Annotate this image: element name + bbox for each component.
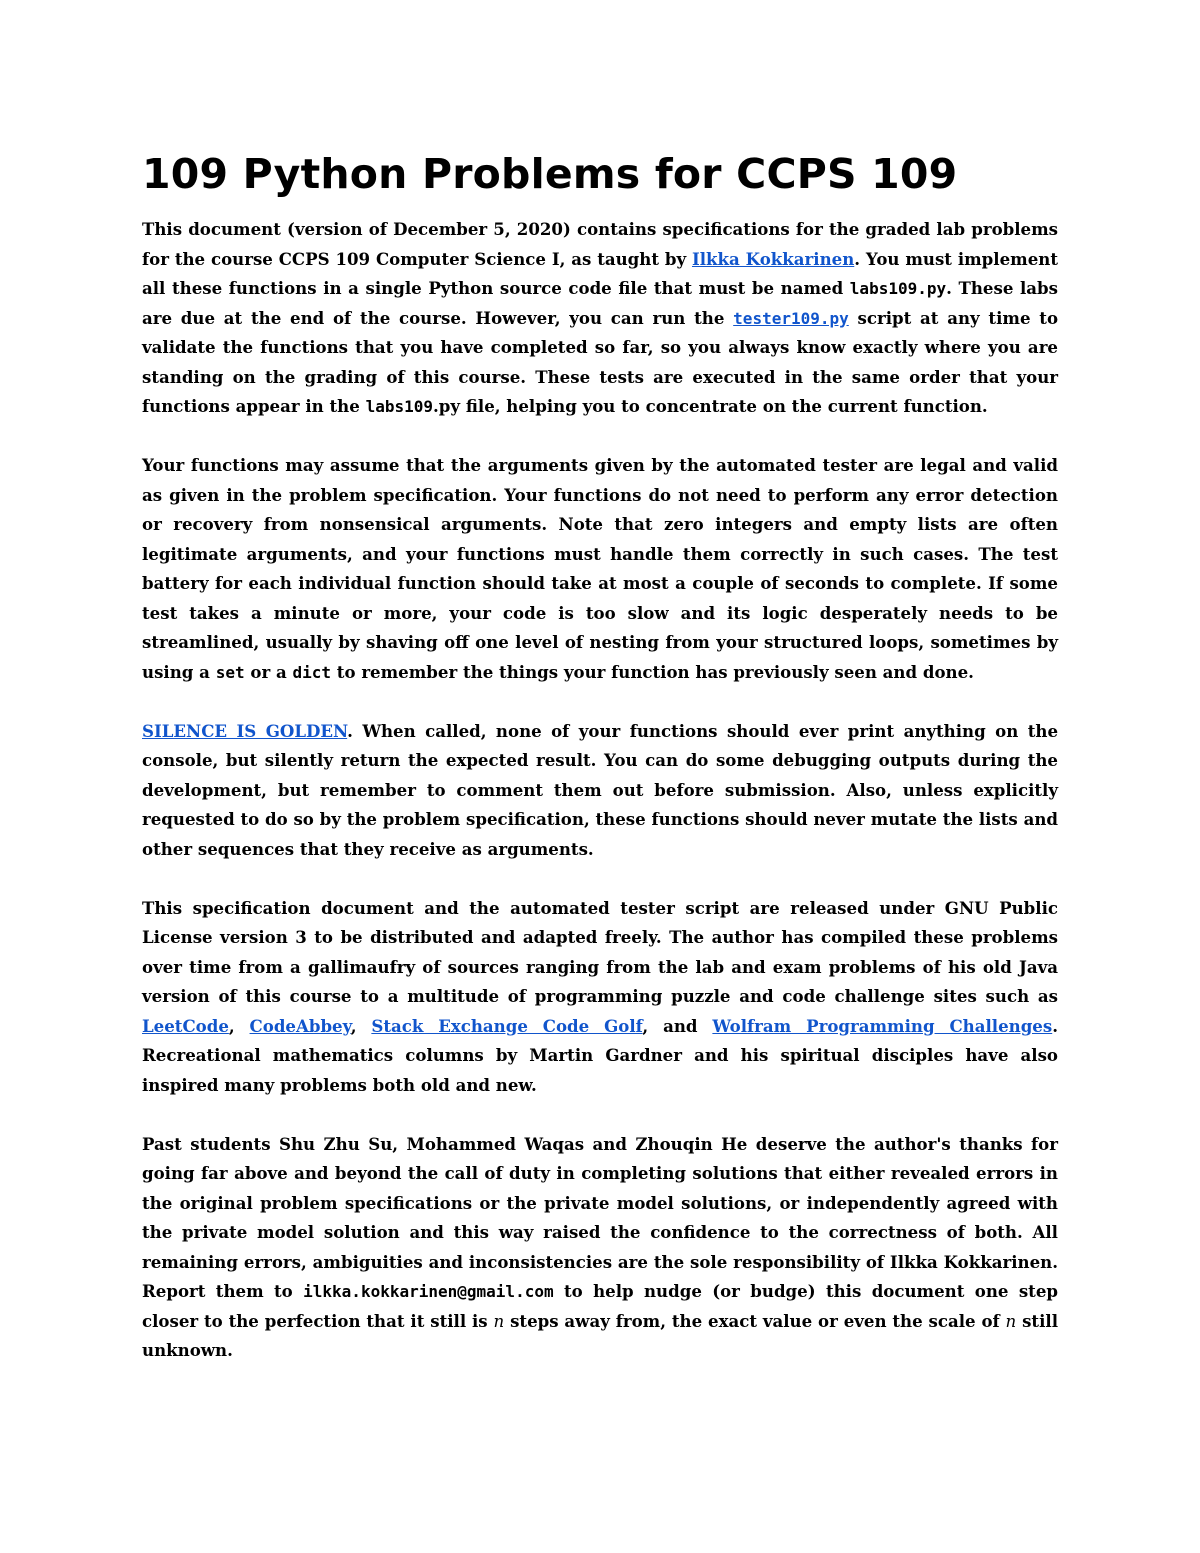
assumptions-text-2: or a	[244, 661, 293, 682]
author-link[interactable]: Ilkka Kokkarinen	[691, 248, 855, 269]
thanks-text-3: steps away from, the exact value or even the scale of	[504, 1310, 1006, 1331]
intro-text-2: . You must implement all these functions in a single Python source code file that must be named	[142, 248, 1058, 298]
intro-text-1: This document (version of December 5, 2020) contains specifications for the graded lab problems for the course CCPS 109 Computer Science I, as taught by	[142, 219, 1058, 269]
tester-link[interactable]: tester109.py	[733, 308, 849, 328]
silence-text: . When called, none of your functions should ever print anything on the console, but silently return the expected result. You can do some debugging outputs during the development, but remember to comment them out before submission. Also, unless explicitly requested to do so by the problem specification, these functions should never mutate the lists and other sequences that they receive as arguments.	[142, 720, 1059, 859]
license-sep-2: ,	[350, 1015, 372, 1036]
document-title: 109 Python Problems for CCPS 109	[142, 150, 958, 198]
silence-paragraph	[142, 717, 1058, 865]
thanks-paragraph	[142, 1130, 1058, 1366]
thanks-text-4: still unknown.	[142, 1310, 1058, 1360]
license-sep-3: , and	[642, 1015, 713, 1036]
code-dict: dict	[292, 662, 332, 682]
assumptions-paragraph	[142, 451, 1058, 687]
variable-n-1: n	[493, 1311, 505, 1331]
license-text-2: . Recreational mathematics columns by Martin Gardner and his spiritual disciples have also inspired many problems both old and new.	[142, 1015, 1058, 1095]
intro-text-4: script at any time to validate the functions that you have completed so far, so you always know exactly where you are standing on the grading of this course. These tests are executed in the same order that your functions appear in the	[142, 307, 1059, 416]
intro-text-3: . These labs are due at the end of the course. However, you can run the	[142, 278, 1058, 328]
leetcode-link[interactable]: LeetCode	[142, 1015, 229, 1036]
thanks-text-1: Past students Shu Zhu Su, Mohammed Waqas and Zhouqin He deserve the author's thanks for going far above and beyond the call of duty in completing solutions that either revealed errors in the original problem specifications or the private model solutions, or independently agreed with the private model solution and this way raised the confidence to the correctness of both. All remaining errors, ambiguities and inconsistencies are the sole responsibility of Ilkka Kokkarinen. Report them to	[142, 1133, 1058, 1301]
intro-text-5: .py file, helping you to concentrate on the current function.	[433, 396, 988, 416]
silence-link[interactable]: SILENCE IS GOLDEN	[142, 720, 348, 741]
code-set: set	[215, 662, 245, 682]
wolfram-link[interactable]: Wolfram Programming Challenges	[712, 1015, 1053, 1036]
labs-filename-2: labs109	[365, 397, 434, 416]
license-paragraph	[142, 894, 1058, 1101]
variable-n-2: n	[1005, 1311, 1017, 1331]
labs-filename: labs109.py	[849, 279, 947, 298]
license-text-1: This specification document and the automated tester script are released under GNU Public License version 3 to be distributed and adapted freely. The author has compiled these problems over time from a gallimaufry of sources ranging from the lab and exam problems of his old Java version of this course to a multitude of programming puzzle and code challenge sites such as	[142, 897, 1058, 1006]
document-page	[142, 148, 1058, 1395]
assumptions-text-1: Your functions may assume that the arguments given by the automated tester are legal and valid as given in the problem specification. Your functions do not need to perform any error detection or recovery from nonsensical arguments. Note that zero integers and empty lists are often legitimate arguments, and your functions must handle them correctly in such cases. The test battery for each individual function should take at most a couple of seconds to complete. If some test takes a minute or more, your code is too slow and its logic desperately needs to be streamlined, usually by shaving off one level of nesting from your structured loops, sometimes by using a	[142, 455, 1058, 682]
thanks-text-2: to help nudge (or budge) this document one step closer to the perfection that it still is	[142, 1281, 1058, 1331]
codeabbey-link[interactable]: CodeAbbey	[249, 1015, 351, 1036]
license-sep-1: ,	[228, 1015, 250, 1036]
assumptions-text-3: to remember the things your function has previously seen and done.	[331, 661, 974, 682]
email-address: ilkka.kokkarinen@gmail.com	[303, 1282, 554, 1301]
stackexchange-link[interactable]: Stack Exchange Code Golf	[371, 1015, 643, 1036]
intro-paragraph	[142, 215, 1058, 422]
